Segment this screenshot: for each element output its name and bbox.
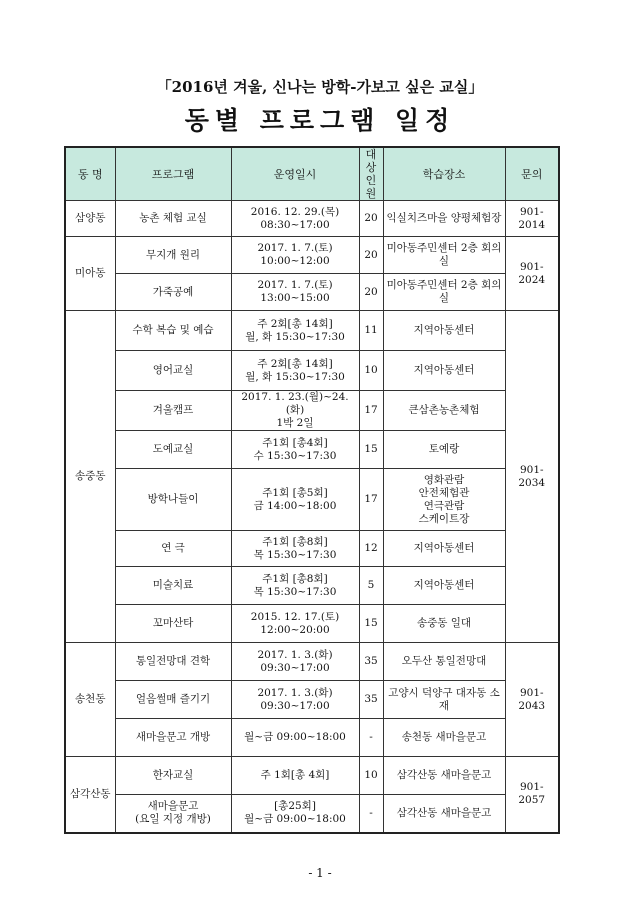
program-cell: 도예교실: [115, 431, 231, 469]
contact-cell: 901-2024: [505, 237, 559, 311]
capacity-cell: 20: [359, 237, 383, 274]
capacity-cell: -: [359, 719, 383, 757]
schedule-cell: 2017. 1. 3.(화) 09:30~17:00: [231, 681, 359, 719]
program-cell: 연 극: [115, 531, 231, 567]
capacity-cell: 10: [359, 351, 383, 391]
col-header-dong: 동 명: [65, 147, 115, 201]
schedule-cell: 2017. 1. 3.(화) 09:30~17:00: [231, 643, 359, 681]
program-cell: 겨울캠프: [115, 391, 231, 431]
table-row: [65, 201, 559, 237]
capacity-cell: 11: [359, 311, 383, 351]
place-cell: 삼각산동 새마을문고: [383, 795, 505, 833]
capacity-cell: 20: [359, 274, 383, 311]
place-cell: 지역아동센터: [383, 531, 505, 567]
place-cell: 지역아동센터: [383, 351, 505, 391]
schedule-cell: 주 2회[총 14회] 월, 화 15:30~17:30: [231, 351, 359, 391]
schedule-cell: 주1회 [총8회] 목 15:30~17:30: [231, 567, 359, 605]
schedule-cell: 주 1회[총 4회]: [231, 757, 359, 795]
program-cell: 새마을문고 개방: [115, 719, 231, 757]
capacity-cell: 15: [359, 431, 383, 469]
dong-name-cell: 미아동: [65, 237, 115, 311]
program-cell: 미술치료: [115, 567, 231, 605]
dong-name-cell: 송중동: [65, 311, 115, 643]
program-cell: 무지개 원리: [115, 237, 231, 274]
capacity-cell: 17: [359, 469, 383, 531]
schedule-table: [64, 146, 560, 834]
capacity-cell: 12: [359, 531, 383, 567]
place-cell: 큰삼촌농촌체험: [383, 391, 505, 431]
table-row: [65, 643, 559, 681]
program-cell: 가죽공예: [115, 274, 231, 311]
place-cell: 오두산 통일전망대: [383, 643, 505, 681]
dong-name-cell: 삼각산동: [65, 757, 115, 833]
table-row: [65, 237, 559, 274]
program-cell: 농촌 체험 교실: [115, 201, 231, 237]
capacity-cell: 35: [359, 643, 383, 681]
col-header-schedule: 운영일시: [231, 147, 359, 201]
place-cell: 삼각산동 새마을문고: [383, 757, 505, 795]
schedule-cell: 2016. 12. 29.(목) 08:30~17:00: [231, 201, 359, 237]
place-cell: 송중동 일대: [383, 605, 505, 643]
table-row: [65, 795, 559, 833]
schedule-cell: 주 2회[총 14회] 월, 화 15:30~17:30: [231, 311, 359, 351]
table-row: [65, 351, 559, 391]
table-row: [65, 391, 559, 431]
program-cell: 수학 복습 및 예습: [115, 311, 231, 351]
schedule-cell: 2017. 1. 23.(월)~24.(화) 1박 2일: [231, 391, 359, 431]
place-cell: 미아동주민센터 2층 회의실: [383, 274, 505, 311]
capacity-cell: 15: [359, 605, 383, 643]
dong-name-cell: 송천동: [65, 643, 115, 757]
schedule-cell: 2015. 12. 17.(토) 12:00~20:00: [231, 605, 359, 643]
capacity-cell: 20: [359, 201, 383, 237]
program-cell: 꼬마산타: [115, 605, 231, 643]
table-row: [65, 531, 559, 567]
table-row: [65, 681, 559, 719]
place-cell: 지역아동센터: [383, 311, 505, 351]
schedule-cell: 2017. 1. 7.(토) 13:00~15:00: [231, 274, 359, 311]
table-row: [65, 274, 559, 311]
schedule-body: [65, 201, 559, 833]
table-row: [65, 431, 559, 469]
contact-cell: 901-2014: [505, 201, 559, 237]
place-cell: 영화관람 안전체험관 연극관람 스케이트장: [383, 469, 505, 531]
program-cell: 통일전망대 견학: [115, 643, 231, 681]
table-row: [65, 757, 559, 795]
table-header-row: [65, 147, 559, 201]
schedule-cell: [총25회] 월~금 09:00~18:00: [231, 795, 359, 833]
table-row: [65, 567, 559, 605]
capacity-cell: 10: [359, 757, 383, 795]
table-row: [65, 311, 559, 351]
program-cell: 얼음썰매 즐기기: [115, 681, 231, 719]
capacity-cell: 35: [359, 681, 383, 719]
table-row: [65, 469, 559, 531]
place-cell: 토예랑: [383, 431, 505, 469]
program-cell: 새마을문고 (요일 지정 개방): [115, 795, 231, 833]
table-row: [65, 719, 559, 757]
contact-cell: 901-2043: [505, 643, 559, 757]
col-header-program: 프로그램: [115, 147, 231, 201]
page-number: - 1 -: [308, 866, 332, 880]
capacity-cell: 17: [359, 391, 383, 431]
schedule-cell: 주1회 [총5회] 금 14:00~18:00: [231, 469, 359, 531]
place-cell: 고양시 덕양구 대자동 소재: [383, 681, 505, 719]
contact-cell: 901-2034: [505, 311, 559, 643]
col-header-capacity: 대상 인원: [359, 147, 383, 201]
col-header-place: 학습장소: [383, 147, 505, 201]
place-cell: 송천동 새마을문고: [383, 719, 505, 757]
schedule-cell: 주1회 [총8회] 목 15:30~17:30: [231, 531, 359, 567]
program-cell: 한자교실: [115, 757, 231, 795]
schedule-cell: 월~금 09:00~18:00: [231, 719, 359, 757]
page-title: 동별 프로그램 일정: [184, 106, 456, 135]
table-row: [65, 605, 559, 643]
page-subtitle: 「2016년 겨울, 신나는 방학-가보고 싶은 교실」: [156, 78, 484, 96]
program-cell: 방학나들이: [115, 469, 231, 531]
dong-name-cell: 삼양동: [65, 201, 115, 237]
schedule-cell: 주1회 [총4회] 수 15:30~17:30: [231, 431, 359, 469]
place-cell: 미아동주민센터 2층 회의실: [383, 237, 505, 274]
program-cell: 영어교실: [115, 351, 231, 391]
schedule-cell: 2017. 1. 7.(토) 10:00~12:00: [231, 237, 359, 274]
capacity-cell: -: [359, 795, 383, 833]
capacity-cell: 5: [359, 567, 383, 605]
place-cell: 익실치즈마을 양평체험장: [383, 201, 505, 237]
col-header-contact: 문의: [505, 147, 559, 201]
place-cell: 지역아동센터: [383, 567, 505, 605]
contact-cell: 901-2057: [505, 757, 559, 833]
